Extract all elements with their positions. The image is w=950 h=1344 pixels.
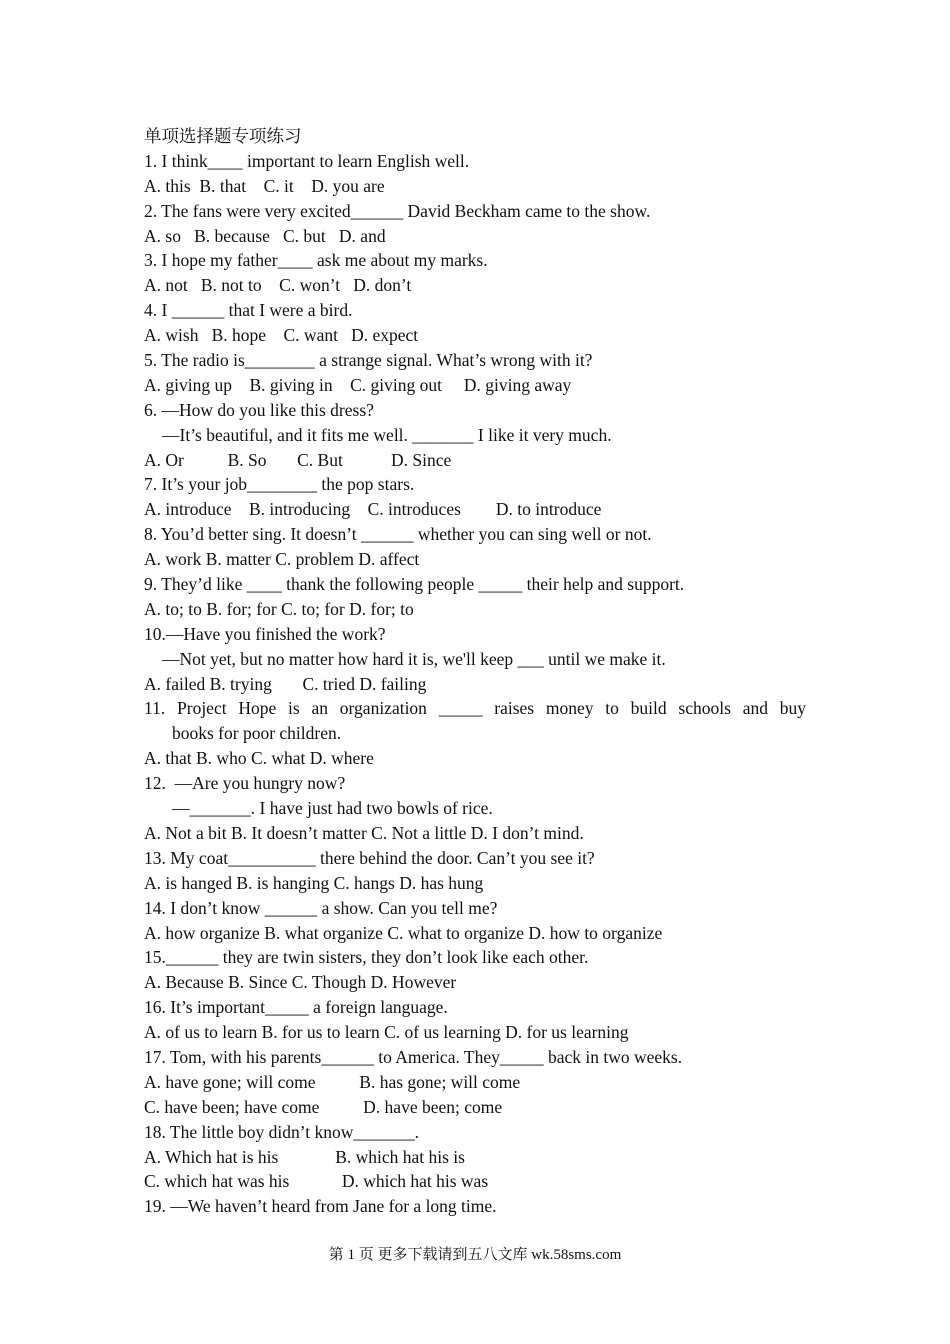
options-9: A. to; to B. for; for C. to; for D. for; to (144, 598, 414, 619)
options-14: A. how organize B. what organize C. what to organize D. how to organize (144, 922, 663, 943)
question-7: 7. It’s your job________ the pop stars. (144, 474, 415, 495)
question-19: 19. —We haven’t heard from Jane for a long time. (144, 1196, 497, 1217)
question-4: 4. I ______ that I were a bird. (144, 300, 353, 321)
question-11: 11. Project Hope is an organization _____ raises money to build schools and buy (144, 698, 806, 719)
question-1: 1. I think____ important to learn English well. (144, 150, 470, 171)
question-12: 12. —Are you hungry now? (144, 773, 346, 794)
options-11: A. that B. who C. what D. where (144, 748, 374, 769)
question-6: 6. —How do you like this dress? (144, 399, 374, 420)
question-6-reply: —It’s beautiful, and it fits me well. _______ I like it very much. (162, 424, 612, 445)
options-6: A. Or B. So C. But D. Since (144, 449, 452, 470)
question-17: 17. Tom, with his parents______ to America. They_____ back in two weeks. (144, 1046, 683, 1067)
question-15: 15.______ they are twin sisters, they don’t look like each other. (144, 947, 589, 968)
question-8: 8. You’d better sing. It doesn’t ______ whether you can sing well or not. (144, 524, 652, 545)
question-14: 14. I don’t know ______ a show. Can you tell me? (144, 897, 498, 918)
options-12: A. Not a bit B. It doesn’t matter C. Not a little D. I don’t mind. (144, 822, 584, 843)
question-18: 18. The little boy didn’t know_______. (144, 1121, 419, 1142)
question-13: 13. My coat__________ there behind the door. Can’t you see it? (144, 847, 595, 868)
options-17-cd: C. have been; have come D. have been; come (144, 1096, 503, 1117)
question-9: 9. They’d like ____ thank the following people _____ their help and support. (144, 574, 685, 595)
page-footer: 第 1 页 更多下载请到五八文库 wk.58sms.com (328, 1247, 622, 1263)
options-3: A. not B. not to C. won’t D. don’t (144, 275, 412, 296)
question-16: 16. It’s important_____ a foreign language. (144, 997, 448, 1018)
document-title: 单项选择题专项练习 (144, 126, 302, 146)
options-5: A. giving up B. giving in C. giving out D. giving away (144, 374, 572, 395)
options-1: A. this B. that C. it D. you are (144, 175, 385, 196)
options-13: A. is hanged B. is hanging C. hangs D. has hung (144, 872, 484, 893)
options-18-ab: A. Which hat is his B. which hat his is (144, 1146, 465, 1167)
exercise-content (144, 124, 806, 1219)
options-17-ab: A. have gone; will come B. has gone; will come (144, 1071, 521, 1092)
options-2: A. so B. because C. but D. and (144, 225, 386, 246)
question-12-reply: —_______. I have just had two bowls of rice. (172, 798, 493, 819)
question-2: 2. The fans were very excited______ David Beckham came to the show. (144, 200, 651, 221)
question-10: 10.—Have you finished the work? (144, 623, 386, 644)
question-11-continued: books for poor children. (172, 723, 342, 744)
options-7: A. introduce B. introducing C. introduces D. to introduce (144, 499, 602, 520)
question-3: 3. I hope my father____ ask me about my marks. (144, 250, 488, 271)
options-15: A. Because B. Since C. Though D. However (144, 972, 457, 993)
options-10: A. failed B. trying C. tried D. failing (144, 673, 427, 694)
options-4: A. wish B. hope C. want D. expect (144, 325, 419, 346)
options-8: A. work B. matter C. problem D. affect (144, 549, 420, 570)
options-16: A. of us to learn B. for us to learn C. of us learning D. for us learning (144, 1022, 629, 1043)
question-5: 5. The radio is________ a strange signal. What’s wrong with it? (144, 350, 593, 371)
question-10-reply: —Not yet, but no matter how hard it is, we'll keep ___ until we make it. (162, 648, 666, 669)
options-18-cd: C. which hat was his D. which hat his was (144, 1171, 489, 1192)
